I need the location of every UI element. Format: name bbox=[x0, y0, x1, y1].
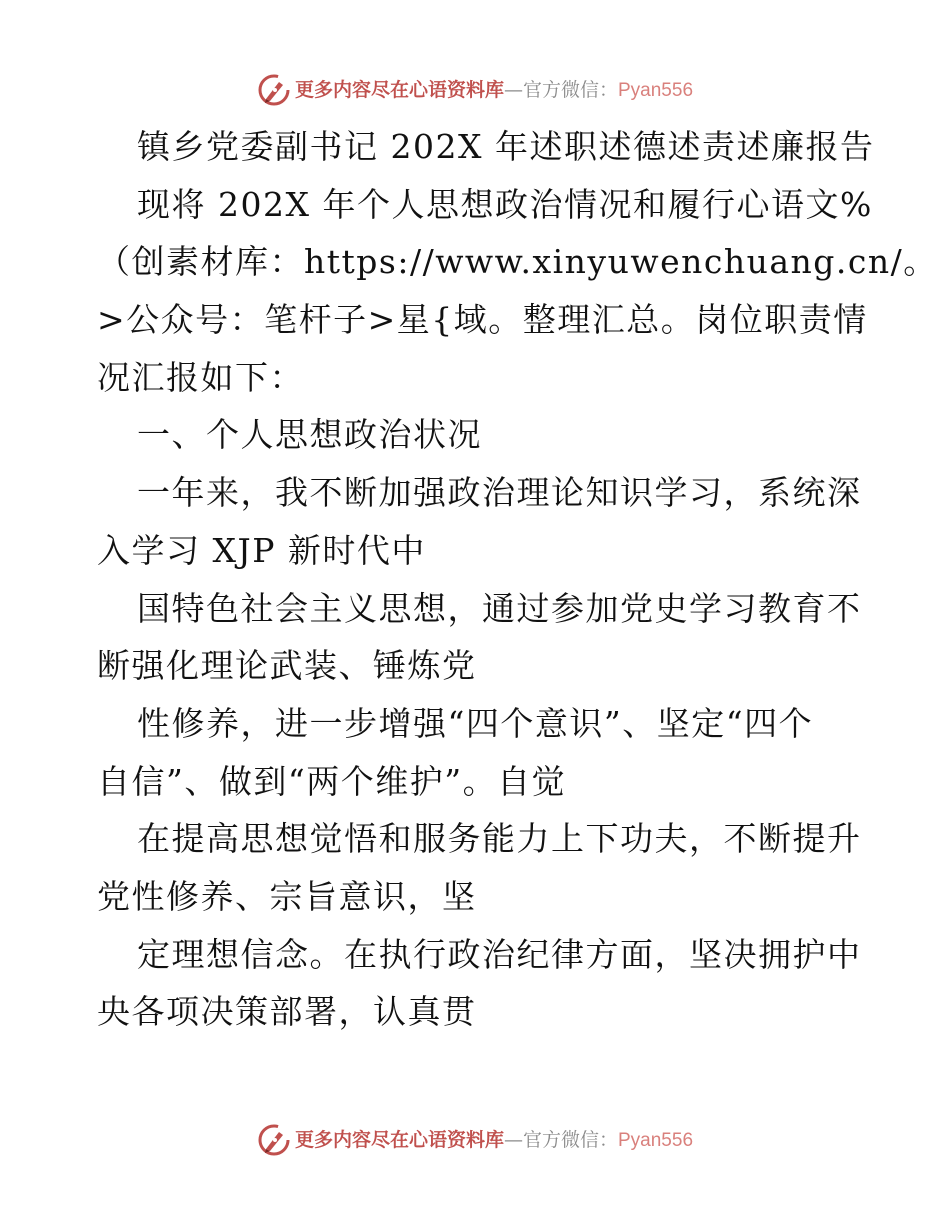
doc-line: 断强化理论武装、锤炼党 bbox=[97, 646, 477, 686]
doc-line: 自信”、做到“两个维护”。自觉 bbox=[97, 761, 567, 801]
pen-circle-logo-icon bbox=[257, 1123, 291, 1157]
watermark-account: Pyan556 bbox=[618, 79, 694, 101]
watermark-group bbox=[257, 73, 693, 107]
footer-watermark bbox=[0, 1120, 950, 1160]
watermark-text bbox=[294, 1128, 694, 1151]
watermark-dash: — bbox=[503, 78, 523, 101]
doc-line: >公众号：笔杆子>星{域。整理汇总。岗位职责情 bbox=[97, 300, 868, 340]
pen-circle-logo-icon bbox=[257, 73, 291, 107]
doc-line: （创素材库：https://www.xinyuwenchuang.cn/。 bbox=[97, 242, 938, 282]
doc-line: 一年来，我不断加强政治理论知识学习，系统深 bbox=[137, 473, 862, 513]
doc-line: 党性修养、宗旨意识，坚 bbox=[97, 876, 477, 916]
watermark-group bbox=[257, 1123, 693, 1157]
watermark-text bbox=[294, 78, 694, 101]
doc-line: 况汇报如下： bbox=[97, 357, 304, 397]
watermark-prefix: 更多内容尽在心语资料库 bbox=[294, 78, 504, 101]
doc-line: 央各项决策部署，认真贯 bbox=[97, 992, 477, 1032]
document-body bbox=[97, 118, 938, 1041]
watermark-account: Pyan556 bbox=[618, 1129, 694, 1151]
watermark-suffix: 官方微信： bbox=[522, 1128, 618, 1151]
watermark-suffix: 官方微信： bbox=[522, 78, 618, 101]
header-watermark bbox=[0, 70, 950, 110]
doc-line: 入学习 XJP 新时代中 bbox=[97, 530, 426, 570]
doc-line: 性修养，进一步增强“四个意识”、坚定“四个 bbox=[137, 703, 814, 743]
section-heading: 一、个人思想政治状况 bbox=[137, 415, 482, 455]
doc-line: 定理想信念。在执行政治纪律方面，坚决拥护中 bbox=[137, 934, 862, 974]
doc-title: 镇乡党委副书记 202X 年述职述德述责述廉报告 bbox=[137, 127, 875, 166]
doc-line: 国特色社会主义思想，通过参加党史学习教育不 bbox=[137, 588, 862, 628]
watermark-prefix: 更多内容尽在心语资料库 bbox=[294, 1128, 504, 1151]
watermark-dash: — bbox=[503, 1128, 523, 1151]
doc-line: 现将 202X 年个人思想政治情况和履行心语文% bbox=[137, 184, 873, 224]
doc-line: 在提高思想觉悟和服务能力上下功夫，不断提升 bbox=[137, 819, 862, 859]
